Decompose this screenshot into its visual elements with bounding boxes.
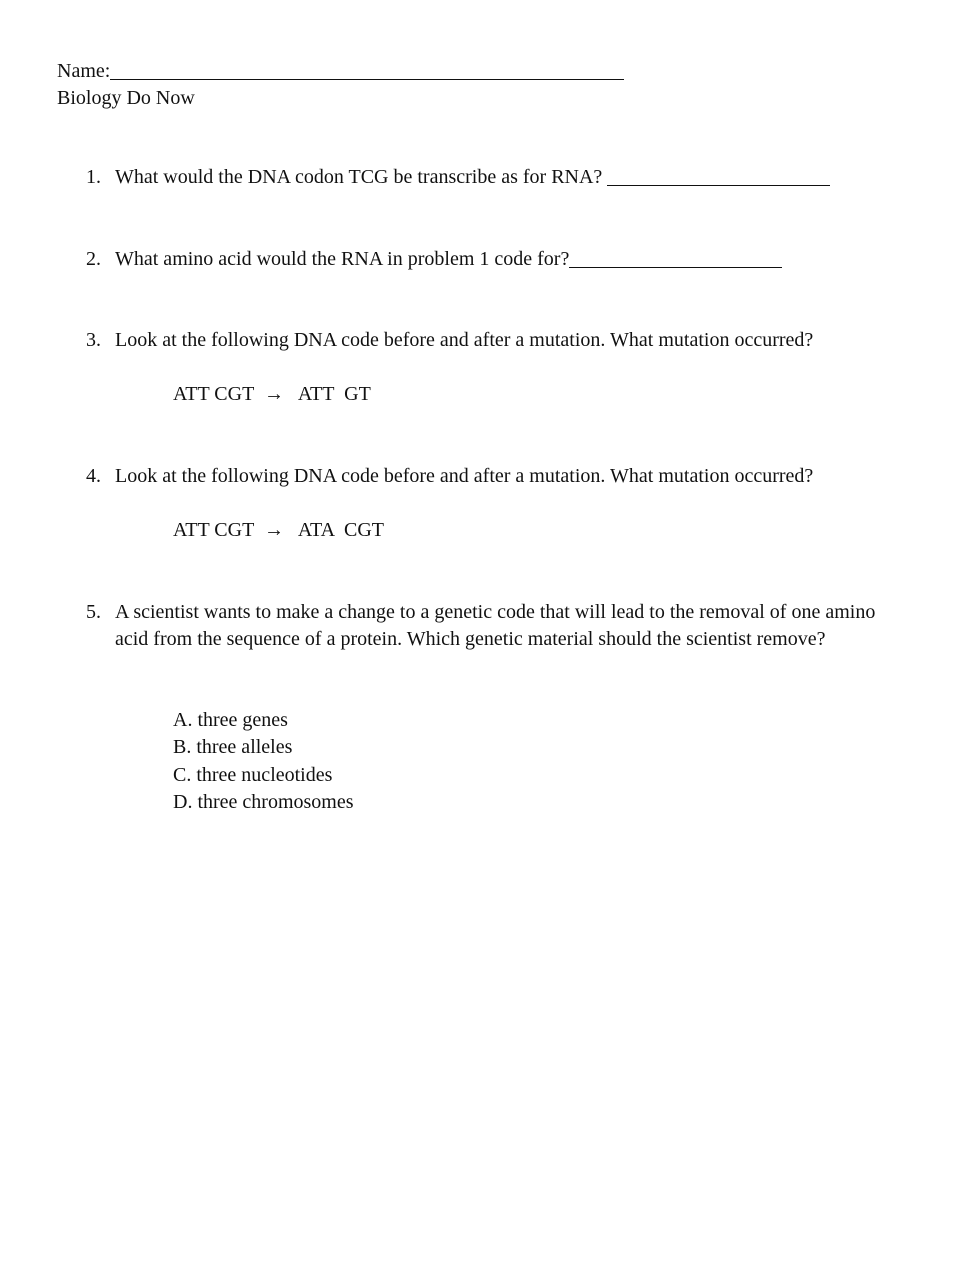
question-3-sequence: ATT CGT → ATT GT bbox=[173, 383, 371, 405]
question-3-number: 3. bbox=[86, 329, 101, 351]
question-4-number: 4. bbox=[86, 465, 101, 487]
name-blank-line bbox=[110, 79, 624, 80]
name-line bbox=[57, 58, 624, 85]
worksheet-subtitle: Biology Do Now bbox=[57, 87, 195, 109]
question-3-text: Look at the following DNA code before and after a mutation. What mutation occurred? bbox=[115, 329, 814, 351]
question-4-text: Look at the following DNA code before and after a mutation. What mutation occurred? bbox=[115, 465, 814, 487]
choice-d[interactable]: D. three chromosomes bbox=[173, 790, 354, 813]
choice-b[interactable]: B. three alleles bbox=[173, 736, 293, 759]
question-5-number: 5. bbox=[86, 601, 101, 623]
question-2-text: What amino acid would the RNA in problem 1 code for? bbox=[115, 248, 570, 270]
answer-2-blank bbox=[569, 267, 782, 268]
question-1 bbox=[86, 164, 896, 191]
answer-1-blank bbox=[607, 185, 830, 186]
choice-c[interactable]: C. three nucleotides bbox=[173, 763, 333, 786]
name-label: Name: bbox=[57, 60, 111, 82]
question-2 bbox=[86, 246, 896, 273]
question-4 bbox=[86, 463, 896, 490]
question-1-text: What would the DNA codon TCG be transcribe as for RNA? bbox=[115, 166, 608, 188]
question-2-number: 2. bbox=[86, 248, 101, 270]
choice-a[interactable]: A. three genes bbox=[173, 709, 288, 731]
question-5-text: A scientist wants to make a change to a genetic code that will lead to the removal of one amino acid from the sequence of a protein. Which genetic material should the scientist remove? bbox=[115, 601, 876, 650]
worksheet-header bbox=[57, 58, 624, 112]
question-1-number: 1. bbox=[86, 166, 101, 188]
question-4-sequence: ATT CGT → ATA CGT bbox=[173, 519, 385, 541]
question-5-choices bbox=[173, 707, 354, 816]
question-3 bbox=[86, 327, 896, 354]
question-5 bbox=[86, 599, 876, 653]
